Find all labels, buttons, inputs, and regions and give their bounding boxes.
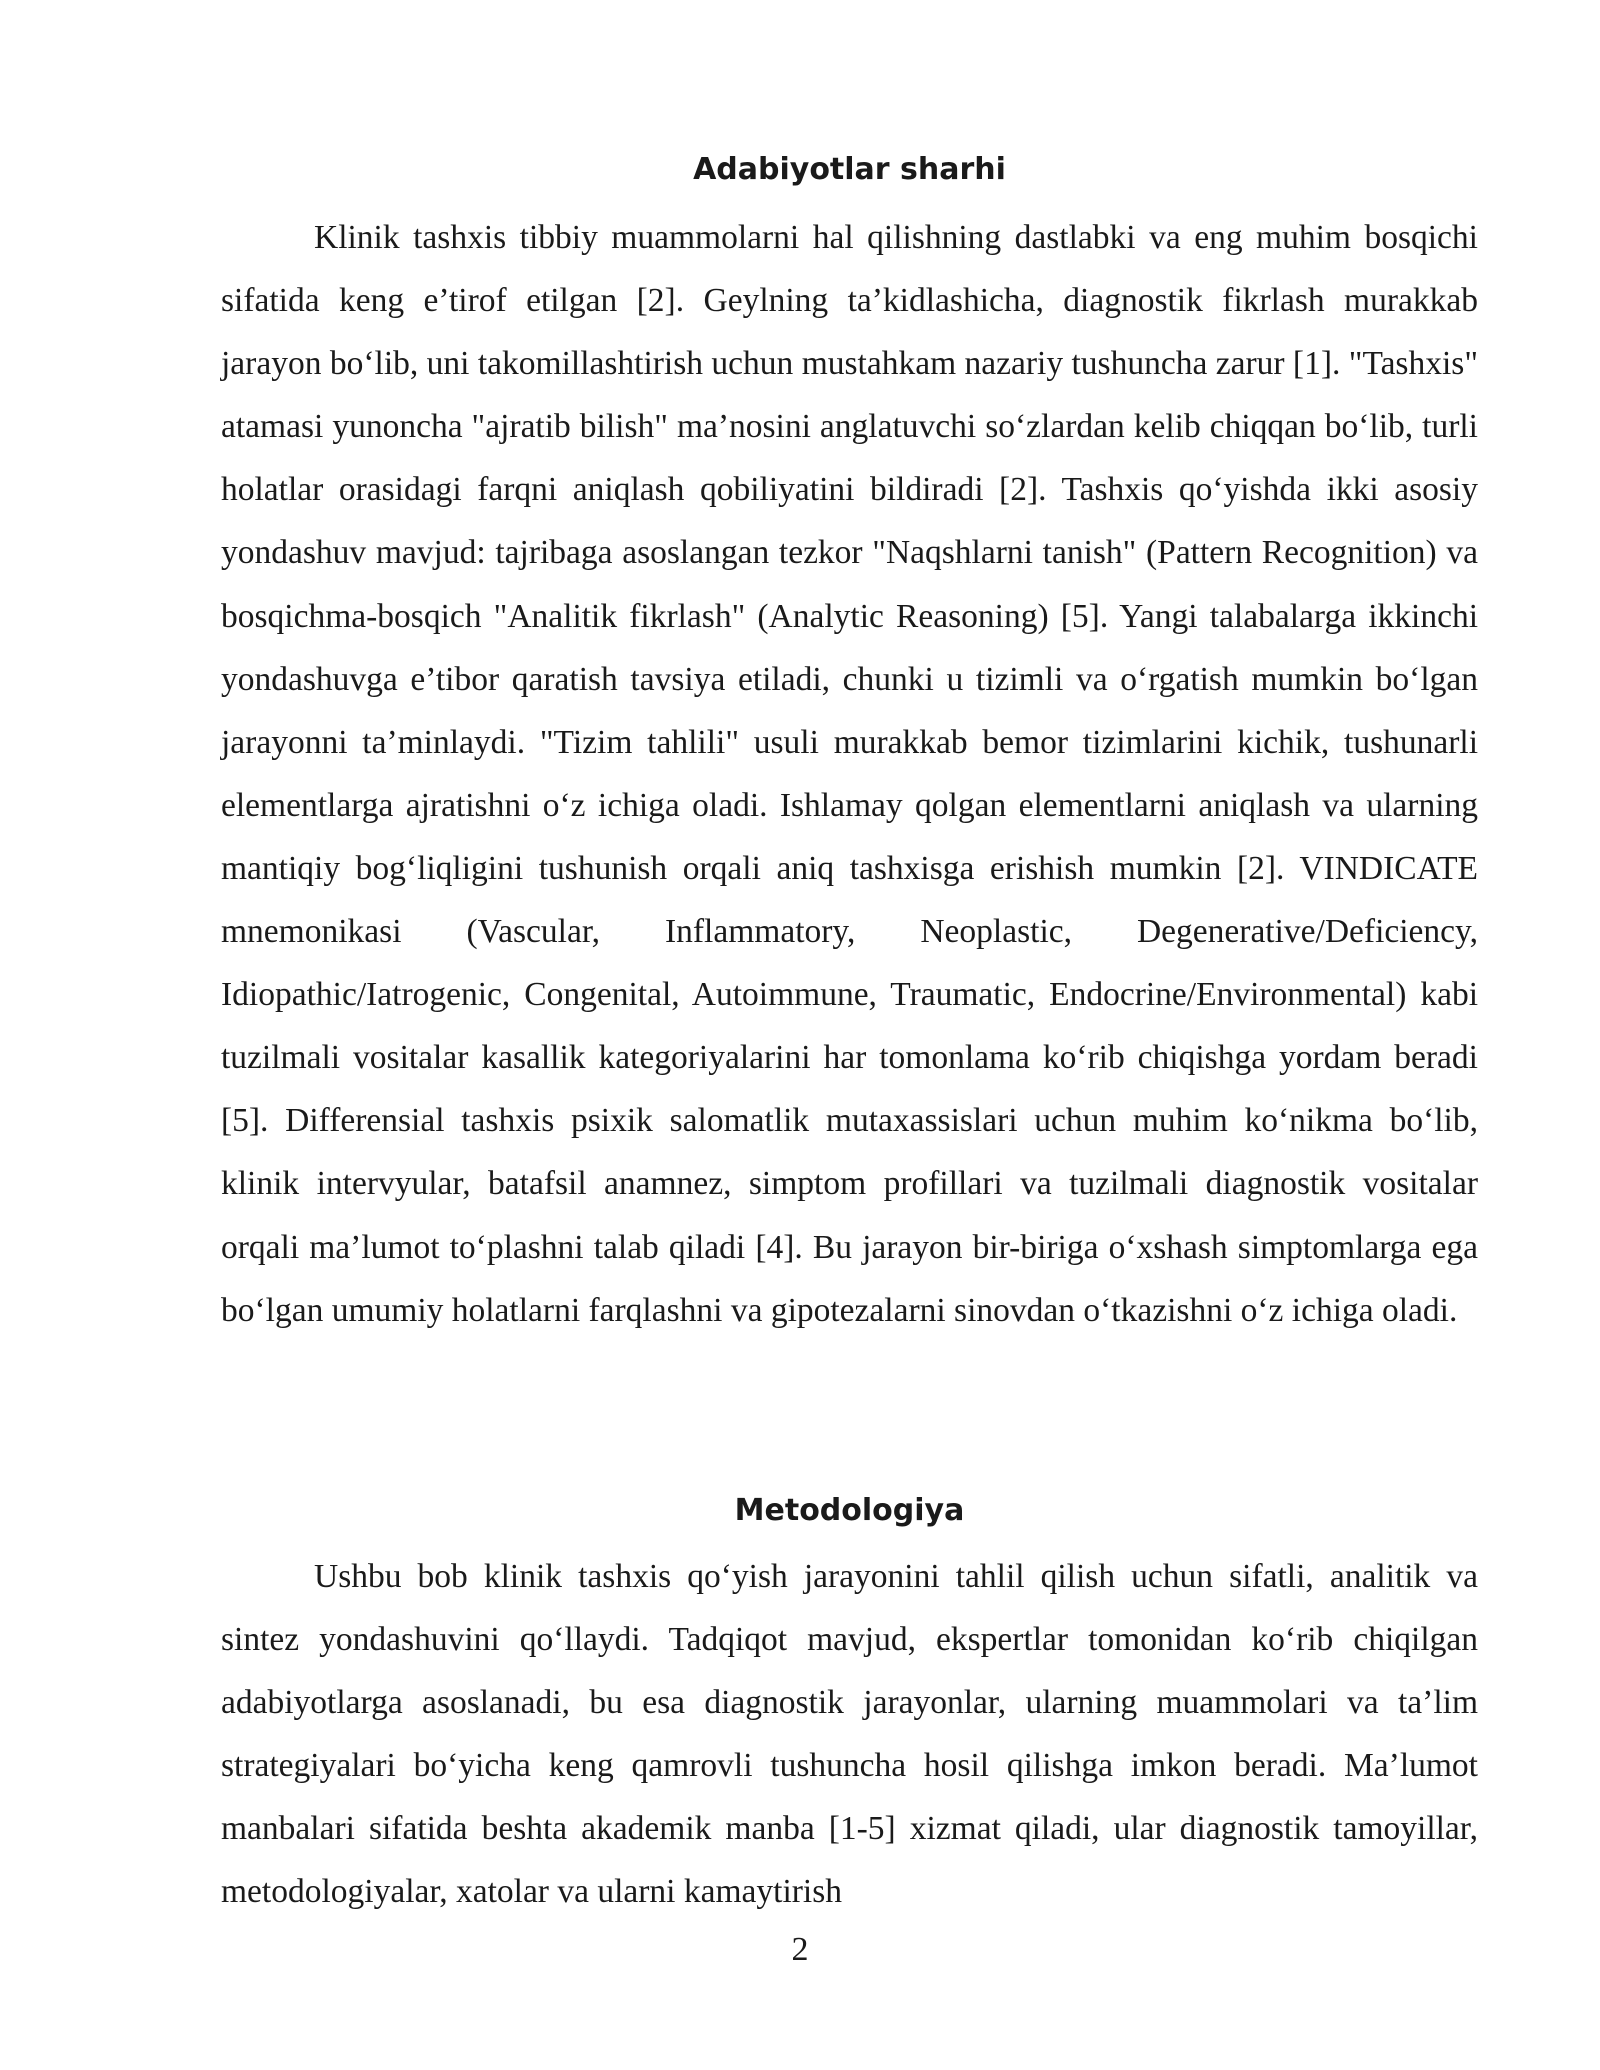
section-heading-literature-review: Adabiyotlar sharhi bbox=[693, 152, 1006, 187]
page-number: 2 bbox=[791, 1931, 809, 1968]
section-heading-methodology: Metodologiya bbox=[734, 1493, 965, 1528]
methodology-paragraph: Ushbu bob klinik tashxis qo‘yish jarayonini tahlil qilish uchun sifatli, analitik va sintez yondashuvini qo‘llaydi. Tadqiqot mavjud, ekspertlar tomonidan ko‘rib chiqilgan adabiyotlarga asoslanadi, bu esa diagnostik jarayonlar, ularning muammolari va ta’lim strategiyalari bo‘yicha keng qamrovli tushuncha hosil qilishga imkon beradi. Ma’lumot manbalari sifatida beshta akademik manba [1-5] xizmat qiladi, ular diagnostik tamoyillar, metodologiyalar, xatolar va ularni kamaytirish bbox=[221, 1558, 1478, 1911]
literature-review-paragraph: Klinik tashxis tibbiy muammolarni hal qilishning dastlabki va eng muhim bosqichi sifatida keng e’tirof etilgan [2]. Geylning ta’kidlashicha, diagnostik fikrlash murakkab jarayon bo‘lib, uni takomillashtirish uchun mustahkam nazariy tushuncha zarur [1]. "Tashxis" atamasi yunoncha "ajratib bilish" ma’nosini anglatuvchi so‘zlardan kelib chiqqan bo‘lib, turli holatlar orasidagi farqni aniqlash qobiliyatini bildiradi [2]. Tashxis qo‘yishda ikki asosiy yondashuv mavjud: tajribaga asoslangan tezkor "Naqshlarni tanish" (Pattern Recognition) va bosqichma-bosqich "Analitik fikrlash" (Analytic Reasoning) [5]. Yangi talabalarga ikkinchi yondashuvga e’tibor qaratish tavsiya etiladi, chunki u tizimli va o‘rgatish mumkin bo‘lgan jarayonni ta’minlaydi. "Tizim tahlili" usuli murakkab bemor tizimlarini kichik, tushunarli elementlarga ajratishni o‘z ichiga oladi. Ishlamay qolgan elementlarni aniqlash va ularning mantiqiy bog‘liqligini tushunish orqali aniq tashxisga erishish mumkin [2]. VINDICATE mnemonikasi (Vascular, Inflammatory, Neoplastic, Degenerative/Deficiency, Idiopathic/Iatrogenic, Congenital, Autoimmune, Traumatic, Endocrine/Environmental) kabi tuzilmali vositalar kasallik kategoriyalarini har tomonlama ko‘rib chiqishga yordam beradi [5]. Differensial tashxis psixik salomatlik mutaxassislari uchun muhim ko‘nikma bo‘lib, klinik intervyular, batafsil anamnez, simptom profillari va tuzilmali diagnostik vositalar orqali ma’lumot to‘plashni talab qiladi [4]. Bu jarayon bir-biriga o‘xshash simptomlarga ega bo‘lgan umumiy holatlarni farqlashni va gipotezalarni sinovdan o‘tkazishni o‘z ichiga oladi. bbox=[221, 219, 1478, 1329]
